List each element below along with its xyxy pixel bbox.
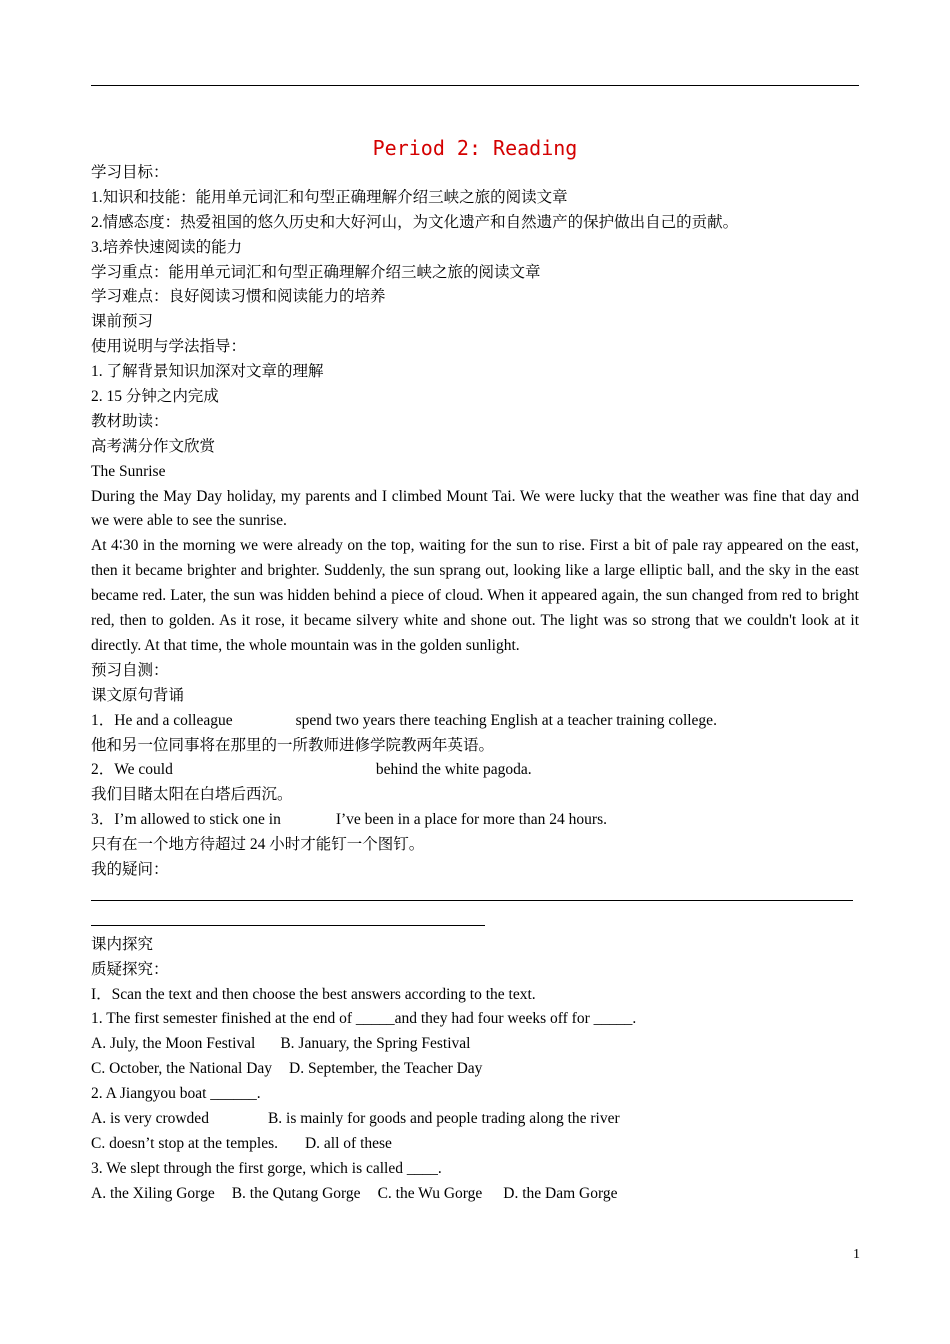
sentence-translation: 他和另一位同事将在那里的一所教师进修学院教两年英语。 xyxy=(91,736,495,754)
option[interactable]: C. the Wu Gorge xyxy=(377,1184,483,1202)
page-number: 1 xyxy=(853,1247,860,1262)
sentence-text: 2．We could xyxy=(91,761,173,779)
objective-item: 1.知识和技能：能用单元词汇和句型正确理解介绍三峡之旅的阅读文章 xyxy=(91,188,568,206)
sentence-text: 1．He and a colleague xyxy=(91,711,233,729)
option-row xyxy=(91,1107,859,1132)
sentence-text: I’ve been in a place for more than 24 hours. xyxy=(335,811,607,829)
option[interactable]: D. September, the Teacher Day xyxy=(289,1060,483,1078)
answer-line[interactable] xyxy=(91,908,859,933)
inclass-heading: 课内探究 xyxy=(91,935,154,953)
preview-heading: 课前预习 xyxy=(91,313,154,331)
header-rule xyxy=(91,85,859,86)
guide-item: 1. 了解背景知识加深对文章的理解 xyxy=(91,363,324,381)
essay-title: The Sunrise xyxy=(91,462,166,480)
answer-line[interactable] xyxy=(91,883,859,908)
option-row xyxy=(91,1057,859,1082)
objective-item: 2.情感态度：热爱祖国的悠久历史和大好河山，为文化遗产和自然遗产的保护做出自己的贡献。 xyxy=(91,213,739,231)
essay-paragraph: At 4∶30 in the morning we were already on the top, waiting for the sun to rise. First a bit of pale ray appeared on the east, then it became brighter and brighter. Suddenly, the sun sprang out, looking like a large elliptic ball, and the sky in the east became red. Later, the sun was hidden behind a piece of cloud. When it appeared again, the sun changed from red to bright red, then to golden. As it rose, it became silvery white and shone out. The light was so strong that we couldn't look at it directly. At that time, the whole mountain was in the golden sunlight. xyxy=(91,537,859,655)
option-row xyxy=(91,1032,859,1057)
option-row xyxy=(91,1182,859,1207)
sentence-text: 3．I’m allowed to stick one in xyxy=(91,811,281,829)
option[interactable]: A. is very crowded xyxy=(91,1109,209,1127)
objective-item: 3.培养快速阅读的能力 xyxy=(91,238,243,256)
question-stem: 1. The first semester finished at the end of _____and they had four weeks off for _____. xyxy=(91,1010,637,1028)
exercise-instruction: I．Scan the text and then choose the best answers according to the text. xyxy=(91,985,536,1003)
guide-item: 2. 15 分钟之内完成 xyxy=(91,388,219,406)
option[interactable]: B. January, the Spring Festival xyxy=(280,1035,471,1053)
option[interactable]: A. the Xiling Gorge xyxy=(91,1184,215,1202)
difficulty-point: 学习难点：良好阅读习惯和阅读能力的培养 xyxy=(91,288,386,306)
essay-heading: 高考满分作文欣赏 xyxy=(91,437,216,455)
sentence-text: behind the white pagoda. xyxy=(375,761,532,779)
sentence-translation: 只有在一个地方待超过 24 小时才能钉一个图钉。 xyxy=(91,836,425,854)
recite-sentence xyxy=(91,709,859,734)
inclass-subheading: 质疑探究： xyxy=(91,960,169,978)
aid-heading: 教材助读： xyxy=(91,412,169,430)
questions-heading: 我的疑问： xyxy=(91,861,169,879)
sentence-translation: 我们目睹太阳在白塔后西沉。 xyxy=(91,786,293,804)
recite-sentence xyxy=(91,808,859,833)
option[interactable]: A. July, the Moon Festival xyxy=(91,1035,256,1053)
option[interactable]: D. the Dam Gorge xyxy=(503,1184,618,1202)
document-body xyxy=(91,161,859,1207)
guide-heading: 使用说明与学法指导： xyxy=(91,338,247,356)
option-row xyxy=(91,1132,859,1157)
self-test-heading: 预习自测： xyxy=(91,661,169,679)
recite-heading: 课文原句背诵 xyxy=(91,686,185,704)
option[interactable]: D. all of these xyxy=(304,1134,392,1152)
question-stem: 2. A Jiangyou boat ______. xyxy=(91,1085,261,1103)
essay-paragraph: During the May Day holiday, my parents and I climbed Mount Tai. We were lucky that the weather was fine that day and we were able to see the sunrise. xyxy=(91,487,859,530)
option[interactable]: B. the Qutang Gorge xyxy=(231,1184,361,1202)
option[interactable]: C. October, the National Day xyxy=(91,1060,273,1078)
objectives-heading: 学习目标： xyxy=(91,164,169,181)
question-stem: 3. We slept through the first gorge, which is called ____. xyxy=(91,1159,442,1177)
option[interactable]: B. is mainly for goods and people trading along the river xyxy=(267,1109,620,1127)
sentence-text: spend two years there teaching English at a teacher training college. xyxy=(295,711,717,729)
page-title: Period 2: Reading xyxy=(372,136,578,160)
key-point: 学习重点：能用单元词汇和句型正确理解介绍三峡之旅的阅读文章 xyxy=(91,263,541,281)
recite-sentence xyxy=(91,758,859,783)
option[interactable]: C. doesn’t stop at the temples. xyxy=(91,1134,278,1152)
